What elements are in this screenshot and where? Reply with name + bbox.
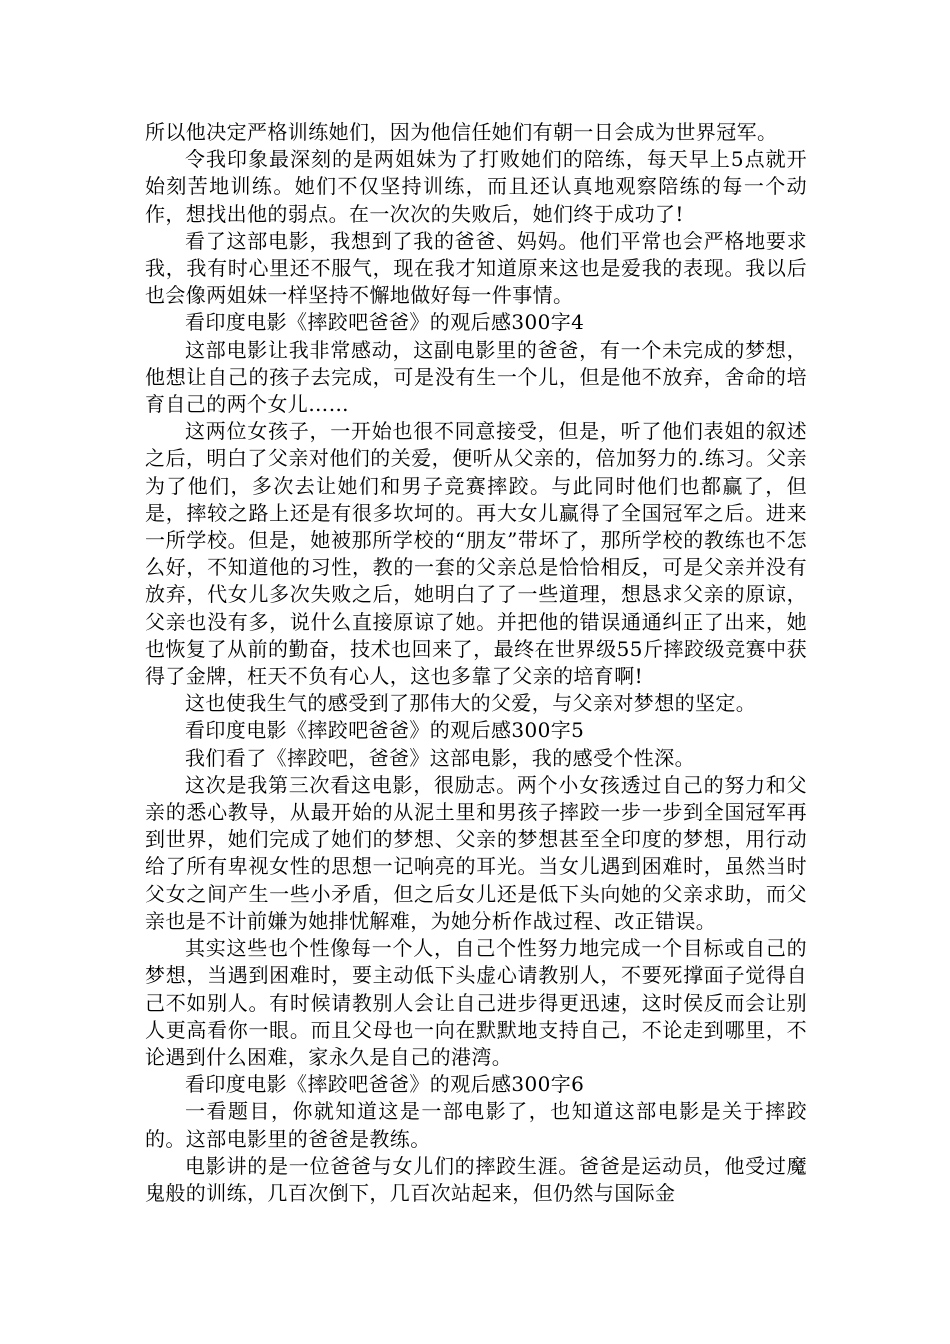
paragraph: 电影讲的是一位爸爸与女儿们的摔跤生涯。爸爸是运动员，他受过魔鬼般的训练，几百次倒下，几百次站起来，但仍然与国际金 [145, 1153, 807, 1205]
document-body [145, 119, 807, 1207]
section-heading: 看印度电影《摔跤吧爸爸》的观后感300字4 [185, 310, 585, 335]
paragraph: 这两位女孩子，一开始也很不同意接受，但是，听了他们表姐的叙述之后，明白了父亲对他们的关爱，便听从父亲的，倍加努力的.练习。父亲为了他们，多次去让她们和男子竞赛摔跤。与此同时他们也都赢了，但是，摔较之路上还是有很多坎坷的。再大女儿赢得了全国冠军之后。进来一所学校。但是，她被那所学校的“朋友”带坏了，那所学校的教练也不怎么好，不知道他的习性，教的一套的父亲总是恰恰相反，可是父亲并没有放弃，代女儿多次失败之后，她明白了了一些道理，想恳求父亲的原谅，父亲也没有多，说什么直接原谅了她。并把他的错误通通纠正了出来，她也恢复了从前的勤奋，技术也回来了，最终在世界级55斤摔跤级竞赛中获得了金牌，枉天不负有心人，这也多靠了父亲的培育啊! [145, 419, 807, 689]
section-heading: 看印度电影《摔跤吧爸爸》的观后感300字6 [185, 1072, 585, 1097]
paragraph: 这部电影让我非常感动，这副电影里的爸爸，有一个未完成的梦想，他想让自己的孩子去完成，可是没有生一个儿，但是他不放弃，舍命的培育自己的两个女儿…… [145, 337, 807, 417]
paragraph: 看了这部电影，我想到了我的爸爸、妈妈。他们平常也会严格地要求我，我有时心里还不服气，现在我才知道原来这也是爱我的表现。我以后也会像两姐妹一样坚持不懈地做好每一件事情。 [145, 228, 807, 308]
paragraph: 一看题目，你就知道这是一部电影了，也知道这部电影是关于摔跤的。这部电影里的爸爸是教练。 [145, 1099, 807, 1151]
paragraph: 其实这些也个性像每一个人，自己个性努力地完成一个目标或自己的梦想，当遇到困难时，要主动低下头虚心请教别人，不要死撑面子觉得自己不如别人。有时候请教别人会让自己进步得更迅速，这时侯反而会让别人更高看你一眼。而且父母也一向在默默地支持自己，不论走到哪里，不论遇到什么困难，家永久是自己的港湾。 [145, 936, 807, 1069]
paragraph: 这也使我生气的感受到了那伟大的父爱，与父亲对梦想的坚定。 [185, 691, 757, 716]
paragraph: 我们看了《摔跤吧，爸爸》这部电影，我的感受个性深。 [185, 745, 695, 770]
paragraph: 这次是我第三次看这电影，很励志。两个小女孩透过自己的努力和父亲的悉心教导，从最开始的从泥土里和男孩子摔跤一步一步到全国冠军再到世界，她们完成了她们的梦想、父亲的梦想甚至全印度的梦想，用行动给了所有卑视女性的思想一记响亮的耳光。当女儿遇到困难时，虽然当时父女之间产生一些小矛盾，但之后女儿还是低下头向她的父亲求助，而父亲也是不计前嫌为她排忧解难，为她分析作战过程、改正错误。 [145, 772, 807, 933]
section-heading: 看印度电影《摔跤吧爸爸》的观后感300字5 [185, 718, 585, 743]
paragraph: 令我印象最深刻的是两姐妹为了打败她们的陪练，每天早上5点就开始刻苦地训练。她们不仅坚持训练，而且还认真地观察陪练的每一个动作，想找出他的弱点。在一次次的失败后，她们终于成功了! [145, 147, 807, 226]
paragraph-continuation: 所以他决定严格训练她们，因为他信任她们有朝一日会成为世界冠军。 [145, 120, 778, 144]
